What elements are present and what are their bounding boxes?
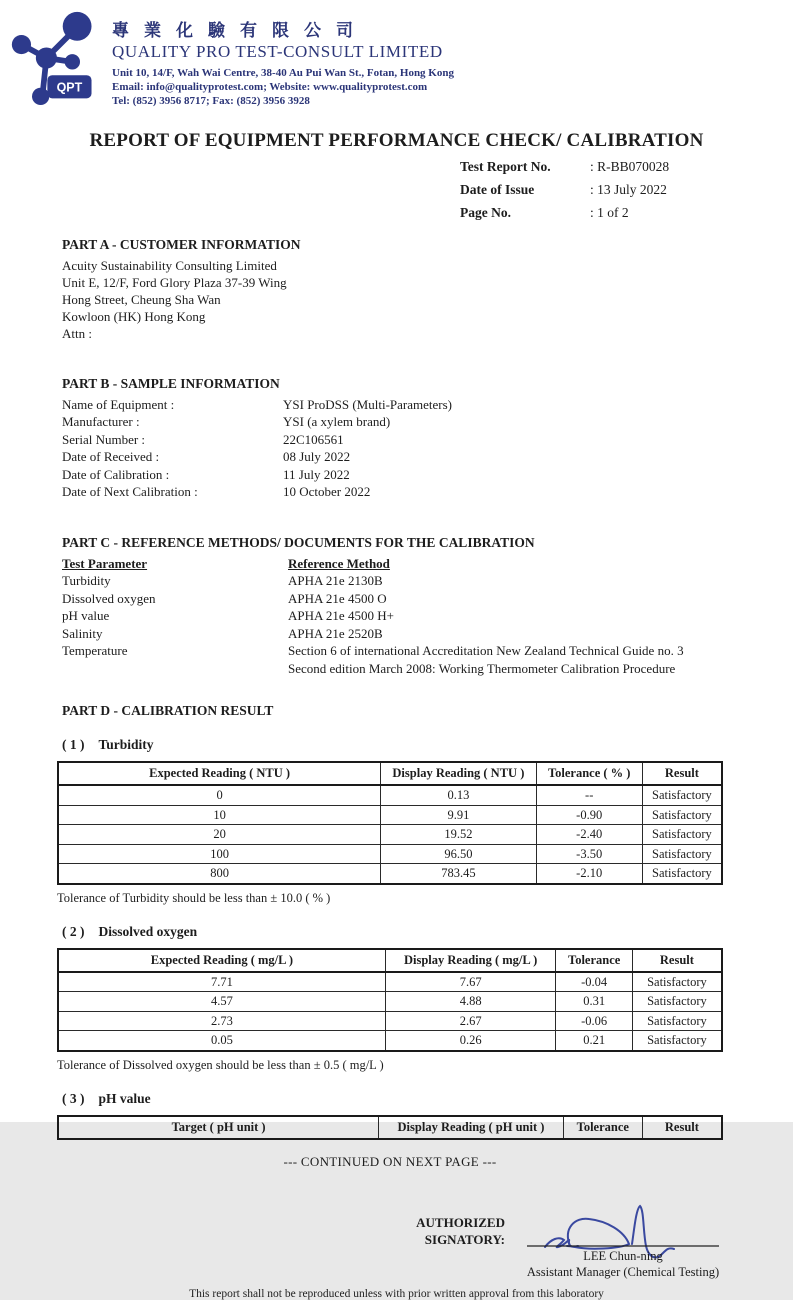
dissolved-oxygen-table (57, 948, 723, 1052)
section-label (57, 737, 723, 753)
column-header: Tolerance (563, 1116, 642, 1139)
table-header-row (58, 1116, 722, 1139)
reference-method: APHA 21e 2130B (288, 573, 383, 589)
table-header-row (58, 762, 722, 785)
part-c-reference-methods (57, 535, 723, 678)
authorized-signatory-label (416, 1214, 505, 1248)
company-name: QUALITY PRO TEST-CONSULT LIMITED (112, 42, 443, 61)
table-cell: 0.05 (58, 1031, 385, 1051)
meta-row-report-no (460, 156, 793, 179)
table-cell: 0.13 (381, 785, 536, 805)
table-row (58, 825, 722, 845)
ph-value-table (57, 1115, 723, 1140)
column-header-test-parameter: Test Parameter (62, 555, 148, 571)
table-cell: Satisfactory (632, 992, 722, 1012)
field-value: 08 July 2022 (283, 449, 351, 465)
table-cell: 783.45 (381, 864, 536, 884)
part-a-heading: PART A - CUSTOMER INFORMATION (62, 236, 301, 252)
table-cell: Satisfactory (632, 972, 722, 992)
company-contact-block (112, 66, 793, 108)
table-cell: 20 (58, 825, 381, 845)
test-parameter: Dissolved oxygen (62, 590, 156, 606)
authorized-label-line1: AUTHORIZED (416, 1214, 505, 1230)
dissolved-oxygen-section (57, 924, 723, 1073)
table-row (58, 785, 722, 805)
table-cell: 0 (58, 785, 381, 805)
meta-label: Date of Issue (460, 181, 535, 197)
test-parameter: Temperature (62, 643, 128, 659)
customer-line: Acuity Sustainability Consulting Limited (62, 257, 277, 273)
calibration-table (57, 1115, 723, 1140)
field-label: Date of Calibration : (62, 466, 170, 482)
reference-row (62, 572, 723, 590)
reference-row (62, 607, 723, 625)
field-value: YSI (a xylem brand) (283, 414, 391, 430)
column-header: Tolerance (556, 949, 632, 972)
table-cell: 4.57 (58, 992, 385, 1012)
meta-label: Test Report No. (460, 159, 551, 174)
signature-block (523, 1200, 723, 1280)
turbidity-section (57, 737, 723, 906)
table-row (58, 1031, 722, 1051)
table-cell: Satisfactory (642, 785, 722, 805)
part-a-customer-information (57, 237, 723, 342)
customer-line: Kowloon (HK) Hong Kong (62, 308, 206, 324)
table-row (58, 992, 722, 1012)
column-header: Target ( pH unit ) (58, 1116, 379, 1139)
sample-info-row (62, 431, 723, 449)
column-header: Result (642, 762, 722, 785)
meta-label: Page No. (460, 204, 511, 220)
calibration-table (57, 761, 723, 885)
test-parameter: Salinity (62, 625, 103, 641)
reference-method: APHA 21e 4500 H+ (288, 608, 394, 624)
calibration-table (57, 948, 723, 1052)
meta-row-page-no (460, 202, 793, 225)
table-cell: 10 (58, 805, 381, 825)
svg-text:QPT: QPT (56, 80, 83, 95)
reference-row (62, 625, 723, 643)
qpt-molecule-logo-icon (8, 8, 104, 108)
part-b-heading: PART B - SAMPLE INFORMATION (62, 375, 280, 391)
table-cell: 100 (58, 844, 381, 864)
reference-row (62, 590, 723, 608)
table-cell: 9.91 (381, 805, 536, 825)
field-label: Serial Number : (62, 431, 146, 447)
reference-header-row (62, 555, 723, 573)
section-name: pH value (98, 1090, 151, 1106)
table-row (58, 864, 722, 884)
part-d-heading: PART D - CALIBRATION RESULT (62, 703, 274, 719)
meta-value: : R-BB070028 (590, 159, 670, 174)
signature-area (57, 1200, 723, 1280)
table-cell: -0.04 (556, 972, 632, 992)
table-cell: 0.31 (556, 992, 632, 1012)
table-cell: 800 (58, 864, 381, 884)
ph-value-section (57, 1091, 723, 1140)
table-cell: 2.73 (58, 1011, 385, 1031)
field-value: 11 July 2022 (283, 466, 350, 482)
table-row (58, 972, 722, 992)
table-row (58, 805, 722, 825)
column-header: Display Reading ( mg/L ) (385, 949, 556, 972)
table-cell: 0.21 (556, 1031, 632, 1051)
table-row (58, 844, 722, 864)
column-header: Tolerance ( % ) (536, 762, 642, 785)
column-header: Display Reading ( NTU ) (381, 762, 536, 785)
letterhead (0, 0, 793, 114)
table-cell: 7.71 (58, 972, 385, 992)
report-meta (460, 156, 793, 225)
column-header: Expected Reading ( mg/L ) (58, 949, 385, 972)
sample-info-row (62, 483, 723, 501)
section-name: Turbidity (98, 737, 154, 753)
sample-info-row (62, 448, 723, 466)
column-header: Result (642, 1116, 722, 1139)
company-address: Unit 10, 14/F, Wah Wai Centre, 38-40 Au Pui Wan St., Fotan, Hong Kong (112, 67, 454, 79)
table-header-row (58, 949, 722, 972)
table-cell: 7.67 (385, 972, 556, 992)
meta-row-date-of-issue (460, 179, 793, 202)
section-number: ( 2 ) (62, 923, 85, 939)
company-name-chinese: 專業化驗有限公司 (112, 21, 368, 40)
sample-info-row (62, 466, 723, 484)
field-value: YSI ProDSS (Multi-Parameters) (283, 396, 452, 412)
field-value: 10 October 2022 (283, 484, 371, 500)
company-tel-fax: Tel: (852) 3956 8717; Fax: (852) 3956 3928 (112, 95, 310, 107)
letterhead-text (112, 10, 793, 108)
table-cell: -2.40 (536, 825, 642, 845)
table-cell: Satisfactory (632, 1031, 722, 1051)
sample-info-row (62, 413, 723, 431)
part-b-sample-information (57, 376, 723, 501)
turbidity-table (57, 761, 723, 885)
reference-method: APHA 21e 4500 O (288, 590, 387, 606)
field-label: Name of Equipment : (62, 396, 175, 412)
meta-value: : 13 July 2022 (590, 181, 667, 197)
sample-info-row (62, 396, 723, 414)
table-cell: 4.88 (385, 992, 556, 1012)
continued-on-next-page: --- CONTINUED ON NEXT PAGE --- (283, 1153, 497, 1169)
section-number: ( 1 ) (62, 737, 85, 753)
table-cell: -0.90 (536, 805, 642, 825)
footer-disclaimer: This report shall not be reproduced unless with prior written approval from this laboratory (189, 1287, 604, 1300)
signatory-title: Assistant Manager (Chemical Testing) (526, 1264, 720, 1279)
authorized-label-line2: SIGNATORY: (424, 1231, 505, 1247)
table-cell: -2.10 (536, 864, 642, 884)
table-cell: 19.52 (381, 825, 536, 845)
table-cell: -3.50 (536, 844, 642, 864)
column-header: Display Reading ( pH unit ) (379, 1116, 564, 1139)
signatory-name: LEE Chun-ning (583, 1248, 663, 1263)
field-label: Date of Received : (62, 449, 160, 465)
column-header: Expected Reading ( NTU ) (58, 762, 381, 785)
part-d-calibration-result (57, 703, 723, 1140)
table-cell: Satisfactory (632, 1011, 722, 1031)
section-number: ( 3 ) (62, 1090, 85, 1106)
tolerance-note: Tolerance of Dissolved oxygen should be less than ± 0.5 ( mg/L ) (57, 1057, 384, 1072)
table-cell: Satisfactory (642, 825, 722, 845)
customer-attn-line: Attn : (62, 325, 92, 341)
table-cell: Satisfactory (642, 805, 722, 825)
table-cell: 96.50 (381, 844, 536, 864)
customer-line: Unit E, 12/F, Ford Glory Plaza 37-39 Wing (62, 274, 287, 290)
meta-value: : 1 of 2 (590, 204, 629, 220)
test-parameter: pH value (62, 608, 110, 624)
section-label (57, 1091, 723, 1107)
customer-line: Hong Street, Cheung Sha Wan (62, 291, 221, 307)
report-body (57, 237, 723, 1170)
table-cell: Satisfactory (642, 844, 722, 864)
column-header-reference-method: Reference Method (288, 555, 390, 571)
table-cell: 2.67 (385, 1011, 556, 1031)
table-cell: -- (536, 785, 642, 805)
reference-method: APHA 21e 2520B (288, 625, 383, 641)
reference-row (62, 642, 723, 677)
section-label (57, 924, 723, 940)
table-cell: 0.26 (385, 1031, 556, 1051)
table-cell: Satisfactory (642, 864, 722, 884)
company-email-website: Email: info@qualityprotest.com; Website: www.qualityprotest.com (112, 81, 428, 93)
table-cell: -0.06 (556, 1011, 632, 1031)
test-parameter: Turbidity (62, 573, 111, 589)
table-row (58, 1011, 722, 1031)
part-c-heading: PART C - REFERENCE METHODS/ DOCUMENTS FOR THE CALIBRATION (62, 534, 535, 550)
section-name: Dissolved oxygen (98, 923, 198, 939)
tolerance-note: Tolerance of Turbidity should be less than ± 10.0 ( % ) (57, 890, 331, 905)
field-value: 22C106561 (283, 431, 344, 447)
reference-method: Section 6 of international Accreditation New Zealand Technical Guide no. 3 Second edition March 2008: Working Thermometer Calibration Procedure (288, 643, 684, 676)
report-title: REPORT OF EQUIPMENT PERFORMANCE CHECK/ CALIBRATION (89, 130, 704, 151)
field-label: Manufacturer : (62, 414, 140, 430)
column-header: Result (632, 949, 722, 972)
field-label: Date of Next Calibration : (62, 484, 198, 500)
